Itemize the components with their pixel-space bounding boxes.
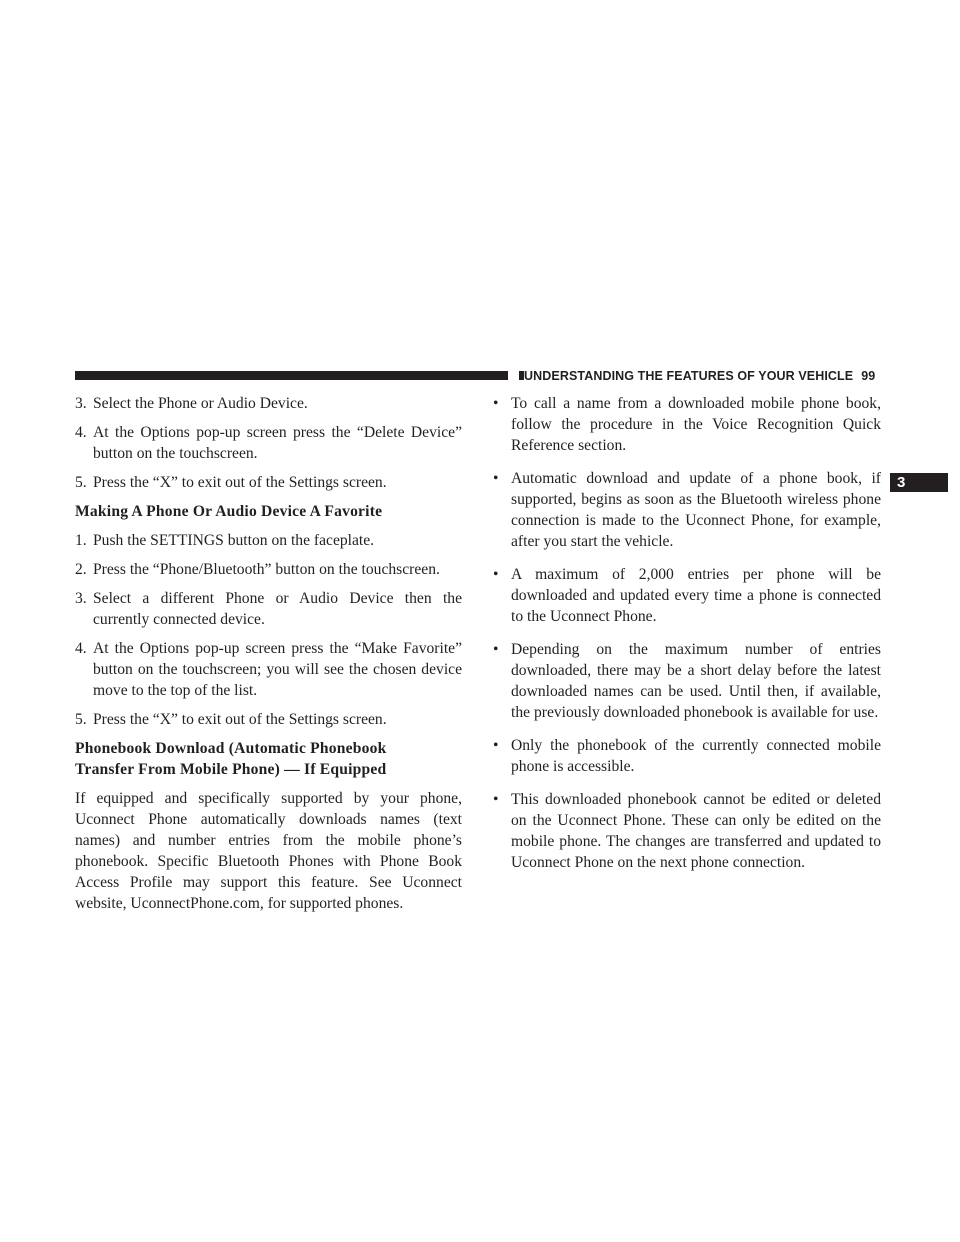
page-number: 99 xyxy=(861,369,876,383)
list-item: • Automatic download and update of a phone book, if supported, begins as soon as the Bluetooth wireless phone connection is made to the Uconnect Phone, for example, after you start the vehicle. xyxy=(493,470,881,550)
list-item: 5. Press the “X” to exit out of the Settings screen. xyxy=(75,711,387,728)
header-title: UNDERSTANDING THE FEATURES OF YOUR VEHICLE xyxy=(524,369,854,383)
list-item: 4. At the Options pop-up screen press the “Delete Device” button on the touchscreen. xyxy=(75,424,462,462)
list-item: • This downloaded phonebook cannot be edited or deleted on the Uconnect Phone. These can only be edited on the mobile phone. The changes are transferred and updated to Uconnect Phone on the next phone connection. xyxy=(493,791,881,871)
section-heading-favorite: Making A Phone Or Audio Device A Favorite xyxy=(75,503,383,520)
list-item: 3. Select a different Phone or Audio Device then the currently connected device. xyxy=(75,590,462,628)
list-item: 5. Press the “X” to exit out of the Settings screen. xyxy=(75,474,387,491)
list-item: • Only the phonebook of the currently connected mobile phone is accessible. xyxy=(493,737,881,775)
list-item: • Depending on the maximum number of entries downloaded, there may be a short delay before the latest downloaded names can be used. Until then, if available, the previously downloaded phonebook is available for use. xyxy=(493,641,881,721)
section-heading-phonebook: Phonebook Download (Automatic Phonebook Transfer From Mobile Phone) — If Equipped xyxy=(75,740,387,778)
running-header xyxy=(524,369,888,383)
list-item: 2. Press the “Phone/Bluetooth” button on the touchscreen. xyxy=(75,561,440,578)
left-column xyxy=(75,393,462,922)
list-item: 1. Push the SETTINGS button on the faceplate. xyxy=(75,532,375,549)
chapter-tab: 3 xyxy=(890,473,948,492)
phonebook-paragraph: If equipped and specifically supported by your phone, Uconnect Phone automatically downloads names (text names) and number entries from the mobile phone’s phonebook. Specific Bluetooth Phones with Phone Book Access Profile may support this feature. See Uconnect website, UconnectPhone.com, for supported phones. xyxy=(75,790,462,912)
list-item: 3. Select the Phone or Audio Device. xyxy=(75,395,308,412)
header-rule-left xyxy=(75,371,508,380)
list-item: 4. At the Options pop-up screen press the “Make Favorite” button on the touchscreen; you will see the chosen device move to the top of the list. xyxy=(75,640,462,699)
list-item: • To call a name from a downloaded mobile phone book, follow the procedure in the Voice Recognition Quick Reference section. xyxy=(493,395,881,454)
list-item: • A maximum of 2,000 entries per phone will be downloaded and updated every time a phone is connected to the Uconnect Phone. xyxy=(493,566,881,625)
right-column xyxy=(493,393,881,885)
